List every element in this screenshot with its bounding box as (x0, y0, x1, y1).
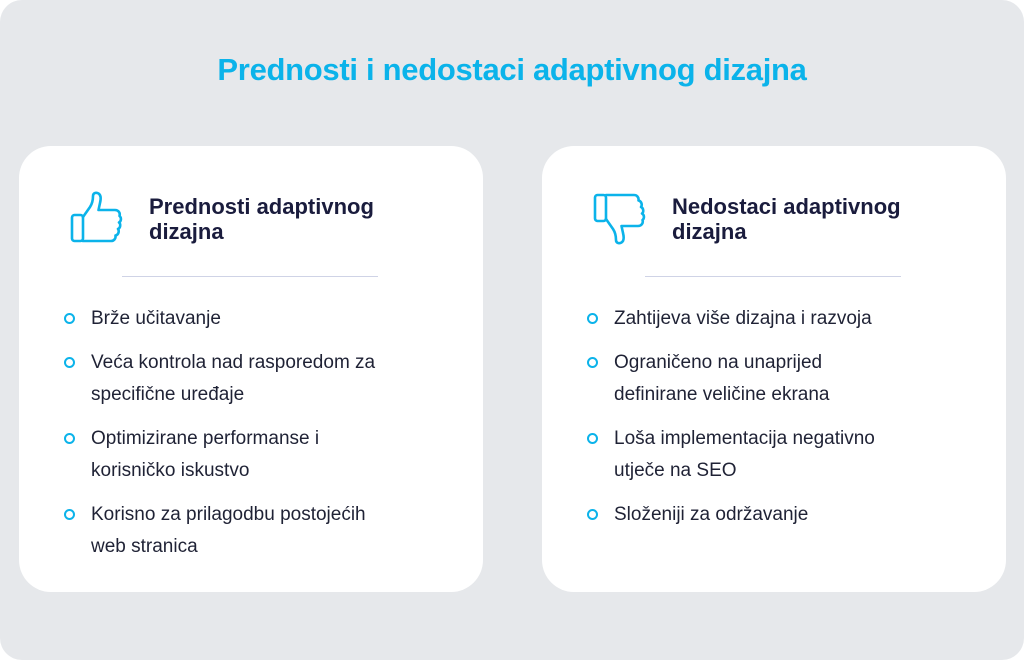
advantages-heading-line2: dizajna (149, 219, 224, 244)
list-item-line1: Zahtijeva više dizajna i razvoja (614, 308, 872, 329)
list-item (586, 499, 986, 531)
list-item-line1: Korisno za prilagodbu postojećih (91, 504, 366, 525)
list-item-line2: utječe na SEO (614, 460, 737, 481)
bullet-icon (64, 509, 75, 520)
disadvantages-heading-line1: Nedostaci adaptivnog (672, 194, 901, 219)
thumbs-up-icon (69, 190, 125, 246)
list-item-line1: Složeniji za održavanje (614, 504, 809, 525)
list-item-line2: definirane veličine ekrana (614, 384, 830, 405)
advantages-list (63, 303, 463, 575)
list-item (63, 303, 463, 335)
list-item-line2: specifične uređaje (91, 384, 245, 405)
advantages-heading (149, 194, 449, 244)
list-item (586, 303, 986, 335)
list-item (586, 347, 986, 411)
thumbs-down-icon (592, 190, 648, 246)
disadvantages-heading-line2: dizajna (672, 219, 747, 244)
disadvantages-divider (645, 276, 901, 277)
advantages-heading-line1: Prednosti adaptivnog (149, 194, 374, 219)
bullet-icon (587, 509, 598, 520)
list-item (63, 347, 463, 411)
list-item (63, 423, 463, 487)
list-item-line2: korisničko iskustvo (91, 460, 250, 481)
bullet-icon (64, 357, 75, 368)
page-title: Prednosti i nedostaci adaptivnog dizajna (217, 52, 807, 87)
disadvantages-heading (672, 194, 972, 244)
bullet-icon (587, 433, 598, 444)
list-item (63, 499, 463, 563)
list-item-line1: Brže učitavanje (91, 308, 221, 329)
list-item-line1: Loša implementacija negativno (614, 428, 875, 449)
list-item-line1: Optimizirane performanse i (91, 428, 320, 449)
bullet-icon (64, 433, 75, 444)
advantages-divider (122, 276, 378, 277)
advantages-card (19, 146, 483, 592)
bullet-icon (64, 313, 75, 324)
list-item-line1: Ograničeno na unaprijed (614, 352, 823, 373)
list-item-line1: Veća kontrola nad rasporedom za (91, 352, 376, 373)
bullet-icon (587, 357, 598, 368)
disadvantages-card (542, 146, 1006, 592)
list-item (586, 423, 986, 487)
bullet-icon (587, 313, 598, 324)
list-item-line2: web stranica (91, 536, 198, 557)
disadvantages-list (586, 303, 986, 543)
